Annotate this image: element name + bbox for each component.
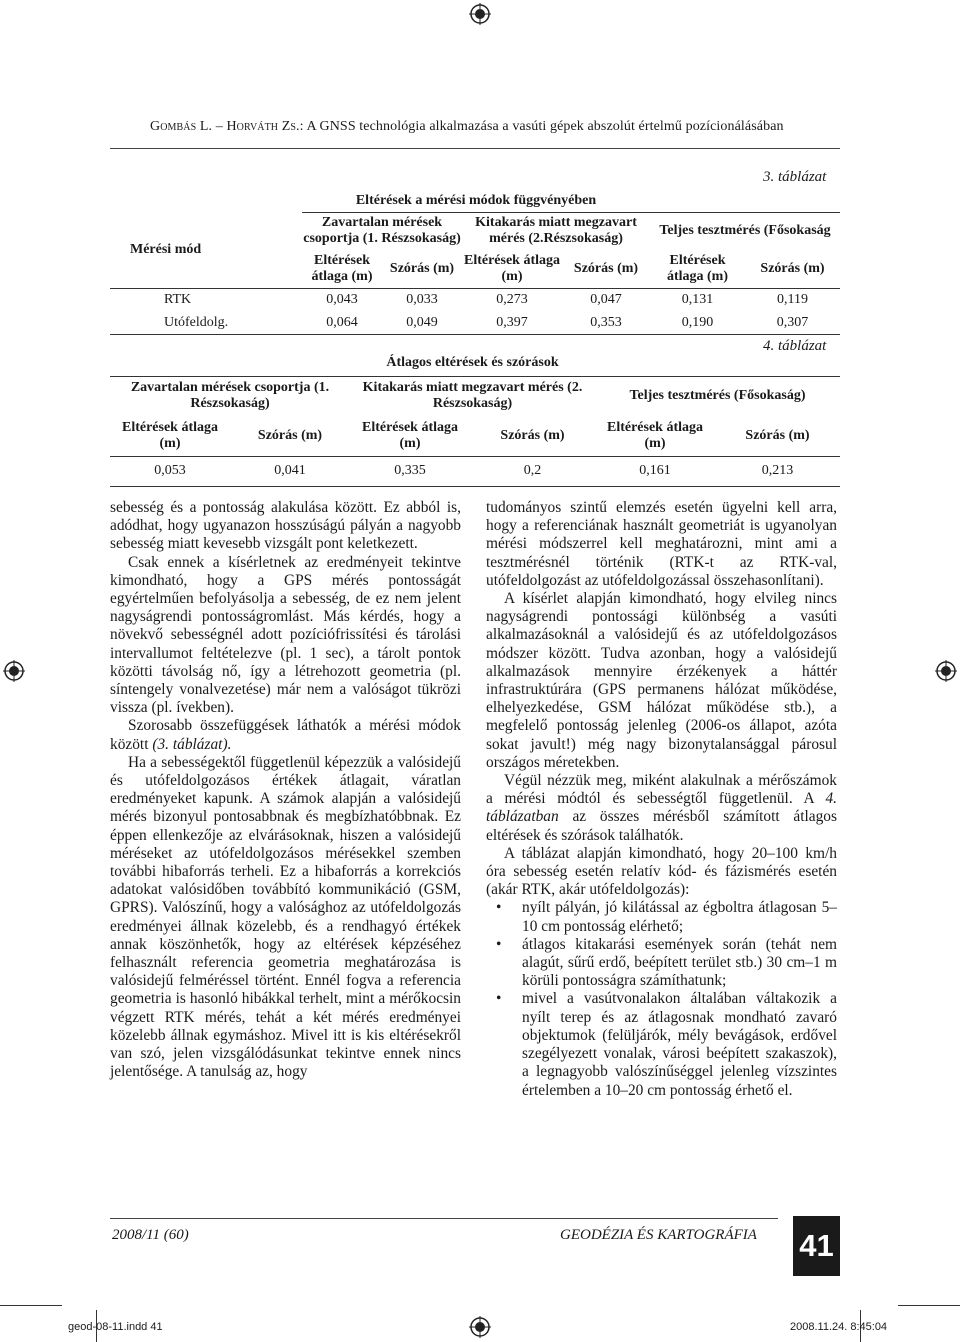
footer-issue: 2008/11 (60) — [112, 1227, 189, 1243]
table3-caption: 3. táblázat — [763, 169, 827, 185]
page-number: 41 — [793, 1216, 840, 1276]
registration-mark-top — [469, 3, 491, 25]
table4-sub-mean-3: Eltérések átlaga (m) — [595, 416, 715, 456]
paragraph-text: Végül nézzük meg, miként alakulnak a mérőszámok a mérési módtól és sebességtől függetlenül. A — [486, 772, 837, 808]
table3-cell: 0,307 — [745, 312, 840, 334]
table4-sub-sd-1: Szórás (m) — [230, 416, 350, 456]
table3-cell: 0,049 — [382, 312, 462, 334]
table3-cell: 0,131 — [681, 292, 714, 308]
table3-cell: 0,043 — [326, 292, 358, 308]
table4-cell: 0,2 — [470, 456, 595, 486]
registration-mark-right — [935, 660, 957, 682]
table4-sub-sd-2: Szórás (m) — [470, 416, 595, 456]
registration-mark-left — [3, 660, 25, 682]
table3-title: Eltérések a mérési módok függvényében — [355, 192, 597, 208]
header-rule — [110, 148, 840, 149]
registration-mark-bottom — [469, 1316, 491, 1338]
table4-group-3: Teljes tesztmérés (Fősokaság) — [595, 376, 840, 416]
table3-group-1: Zavartalan mérések csoportja (1. Részsokaság) — [302, 212, 462, 250]
paragraph: Ha a sebességektől függetlenül képezzük a valósidejű és utófeldolgozásos értékek átlagait, váratlan eredményeket kapunk. A számok alapján a valósidejű mérés bizonyul pontosabbnak és megbízhatóbbnak. Ez éppen ellenkezője az elvárásoknak, hiszen a valósidejű méréseket az utófeldolgozásos mérésekkel szemben további hibaforrás terheli. Ez a hibaforrás a korrekciós adatokat valósidőben továbbító kommunikáció (GSM, GPRS). Valószínű, hogy a valósághoz az utófeldolgozás eredményei állnak közelebb, és a rendhagyó értékek annak köszönhetők, hogy az eltérések képzéséhez felhasznált referencia geometria meghatározása is valósidejű felméréssel történt. Ennél fogva a referencia geometria is hasonló hibákkal terhelt, mint a mérőkocsin végzett RTK mérés, tehát a két mérés eredményei közelebb állnak egymáshoz. Mivel itt is kis eltérésekről van szó, jelen vizsgálódásunkat tekintve ennek nincs jelentősége. A tanulság az, hogy — [110, 753, 461, 1081]
running-header — [150, 119, 784, 135]
table4-sub-mean-1: Eltérések átlaga (m) — [110, 416, 230, 456]
table3-cell: 0,064 — [302, 312, 382, 334]
table4-cell: 0,041 — [230, 456, 350, 486]
table3-cell: 0,397 — [462, 312, 562, 334]
list-item: • átlagos kitakarási események során (tehát nem alagút, sűrű erdő, beépített terület stb.) 30 cm–1 m körüli pontosságra számíthatunk; — [522, 936, 837, 991]
table4-sub-mean-2: Eltérések átlaga (m) — [350, 416, 470, 456]
table4-cell: 0,161 — [595, 456, 715, 486]
slug-date: 2008.11.24. 8:45:04 — [790, 1321, 888, 1333]
footer-rule — [110, 1218, 778, 1219]
table4-group-1: Zavartalan mérések csoportja (1. Részsokaság) — [110, 376, 350, 416]
paragraph: A táblázat alapján kimondható, hogy 20–100 km/h óra sebesség esetén relatív kód- és fázismérés esetén (akár RTK, akár utófeldolgozás): — [486, 844, 837, 899]
table3-row-label: RTK — [164, 292, 192, 308]
table3-cell: 0,033 — [406, 292, 438, 308]
header-author-1: Gombás L. — [150, 119, 213, 134]
crop-mark — [0, 1305, 62, 1306]
table3-group-3: Teljes tesztmérés (Fősokaság — [650, 212, 840, 250]
table3-row-rtk — [110, 288, 840, 312]
table3-row-postproc — [110, 312, 840, 334]
table3-row-label: Utófeldolg. — [110, 312, 302, 334]
table3-sub-sd-3: Szórás (m) — [745, 250, 840, 288]
footer-journal: GEODÉZIA ÉS KARTOGRÁFIA — [560, 1227, 757, 1243]
table4-cell: 0,213 — [715, 456, 840, 486]
table3-cell: 0,273 — [496, 292, 528, 308]
table3-sub-sd-1: Szórás (m) — [382, 250, 462, 288]
header-title: : A GNSS technológia alkalmazása a vasúti gépek abszolút értelmű pozícionálásában — [299, 119, 784, 134]
table4-title: Átlagos eltérések és szórások — [386, 354, 559, 370]
table-reference: (3. táblázat). — [152, 735, 232, 753]
table4-cell: 0,335 — [350, 456, 470, 486]
paragraph: tudományos szintű elemzés esetén ügyelni kell arra, hogy a referenciának használt geometriát is ugyanolyan mérési módszerrel kell meghatározni, mint ami a tesztmérésnél történik (RTK-t az RTK-val, utófeldolgozást az utófeldolgozással összehasonlítani). — [486, 499, 837, 589]
table3-sub-mean-2: Eltérések átlaga (m) — [462, 250, 562, 288]
header-separator: – — [212, 119, 227, 134]
right-column — [486, 499, 837, 1100]
table4-sub-sd-3: Szórás (m) — [715, 416, 840, 456]
slug-file: geod-08-11.indd 41 — [68, 1321, 163, 1333]
paragraph: A kísérlet alapján kimondható, hogy elvileg nincs nagyságrendi pontossági különbség a vasúti alkalmazásoknál a valósidejű és az utófeldolgozásos módszer között. Tudva azonban, hogy a valósidejű alkalmazások mennyire érzékenyek a háttér infrastruktúrára (GPS permanens hálózat működése, elhelyezkedése, GSM hálózat működése stb.), a megfelelő pontosság jelenleg (2006-os állapot, azóta sokat javult!) még nagy bizonytalansággal párosul országos méretekben. — [486, 590, 837, 771]
list-item: • nyílt pályán, jó kilátással az égboltra átlagosan 5–10 cm pontosság elérhető; — [522, 899, 837, 935]
header-author-2: Horváth Zs. — [226, 119, 300, 134]
crop-mark — [898, 1305, 960, 1306]
table3-sub-mean-3: Eltérések átlaga (m) — [650, 250, 745, 288]
paragraph-text: az összes mérésből számított átlagos eltérések és szórások találhatók. — [486, 808, 837, 844]
bullet-list — [486, 899, 837, 1099]
table-3 — [110, 190, 840, 335]
table4-caption: 4. táblázat — [763, 338, 827, 354]
table3-row-header: Mérési mód — [110, 212, 302, 288]
table3-group-2: Kitakarás miatt megzavart mérés (2.Részsokaság) — [462, 212, 650, 250]
table3-cell: 0,190 — [650, 312, 745, 334]
table3-cell: 0,047 — [590, 292, 622, 308]
table3-sub-sd-2: Szórás (m) — [562, 250, 650, 288]
table-4 — [110, 350, 840, 487]
paragraph — [486, 772, 837, 845]
paragraph-text: Szorosabb összefüggések láthatók a mérési módok között — [110, 717, 461, 753]
paragraph: Csak ennek a kísérletnek az eredményeit tekintve kimondható, hogy a GPS mérés pontosságát egyértelműen befolyásolja a sebesség, de ez nem jelent nagyságrendi pontosságromlást. Más kérdés, hogy a növekvő sebességnél adott pozíciófrissítési és tárolási intervallumot feltételezve (pl. 1 sec), a tárolt pontok közötti távolság nő, így a létrehozott geometria (pl. síntengely vonalvezetése) már nem a valóságot tükrözi vissza (pl. ívekben). — [110, 553, 461, 717]
table3-sub-mean-1: Eltérések átlaga (m) — [302, 250, 382, 288]
paragraph — [110, 717, 461, 753]
table3-cell: 0,353 — [562, 312, 650, 334]
table3-cell: 0,119 — [777, 292, 808, 308]
list-item: • mivel a vasútvonalakon általában váltakozik a nyílt terep és az átlagosnak mondható zavaró objektumok (felüljárók, mély bevágások, erdővel szegélyezett vonalak, városi beépített szakaszok), a legnagyobb valószínűséggel jelenleg vízszintes értelemben a 10–20 cm pontosság érhető el. — [522, 990, 837, 1099]
paragraph: sebesség és a pontosság alakulása között. Ez abból is, adódhat, hogy ugyanazon hosszúságú pályán a nagyobb sebesség miatt kevesebb vizsgált pont keletkezett. — [110, 499, 461, 553]
table-reference: 4. táblázatban — [486, 790, 837, 826]
left-column — [110, 499, 461, 1082]
table4-row — [110, 456, 840, 486]
table4-group-2: Kitakarás miatt megzavart mérés (2. Részsokaság) — [350, 376, 595, 416]
table4-cell: 0,053 — [110, 456, 230, 486]
